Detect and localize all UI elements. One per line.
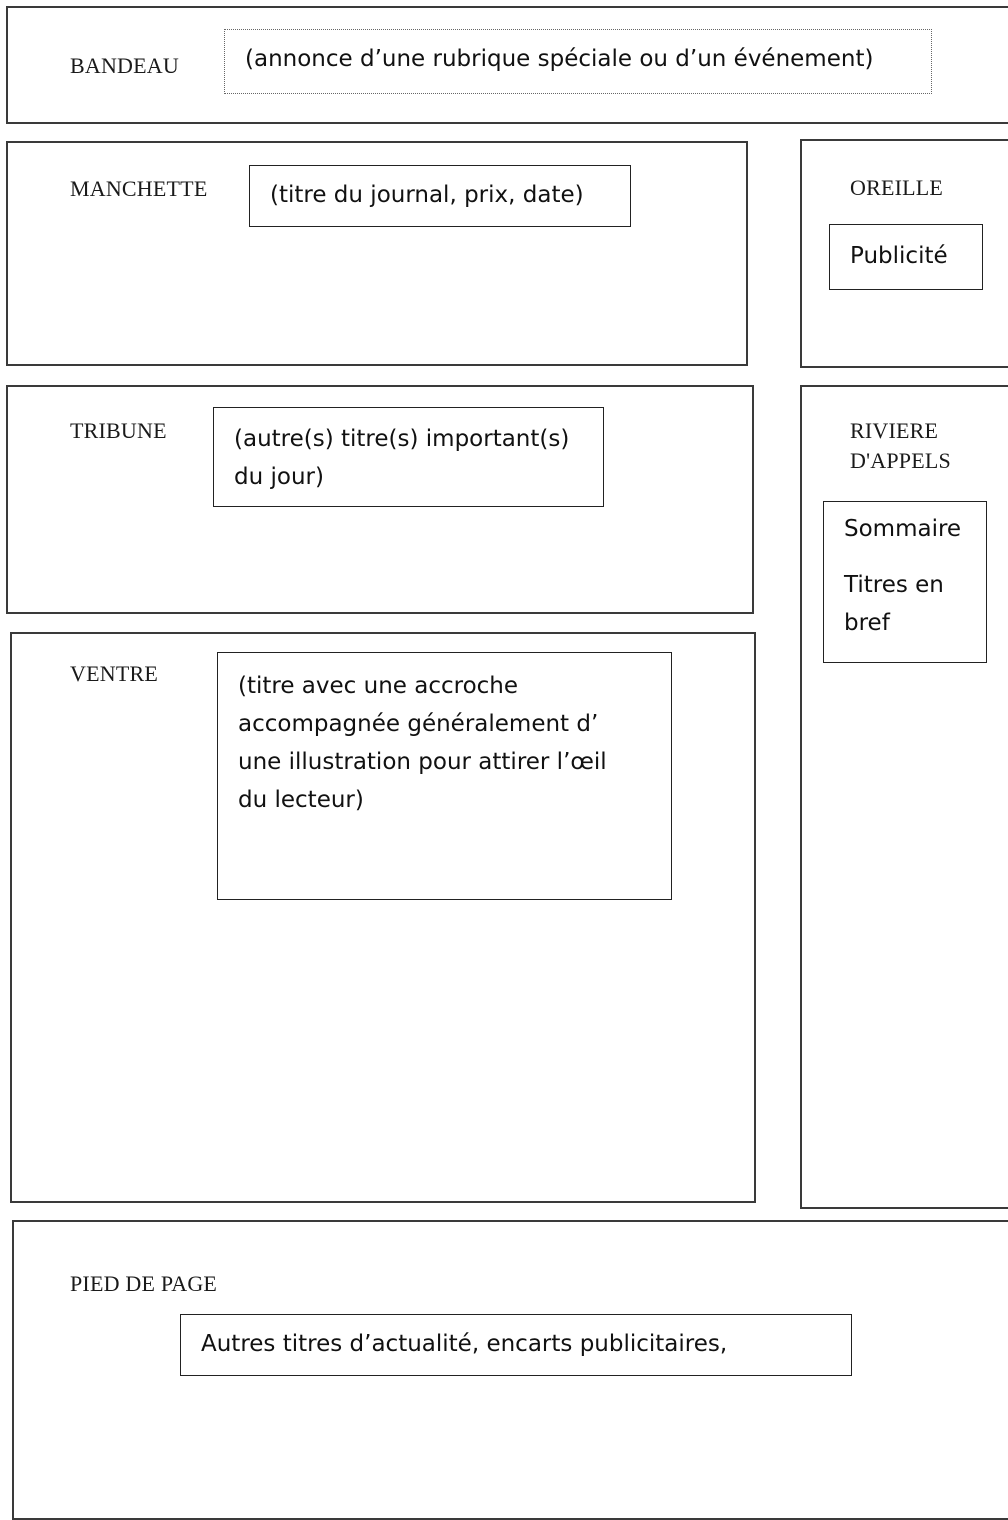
ventre-note-line2: accompagnée généralement d’: [238, 711, 599, 737]
tribune-note: [213, 407, 604, 507]
ventre-note-line1: (titre avec une accroche: [238, 673, 519, 699]
pied-de-page-note: [180, 1314, 852, 1376]
manchette-zone: [6, 141, 748, 366]
pied-de-page-label: PIED DE PAGE: [70, 1271, 218, 1296]
pied-de-page-note-text: Autres titres d’actualité, encarts publicitaires,: [201, 1331, 728, 1357]
ventre-zone: [10, 632, 756, 1203]
manchette-label: MANCHETTE: [70, 176, 208, 201]
riviere-item-sommaire: Sommaire: [844, 516, 962, 542]
tribune-note-line1: (autre(s) titre(s) important(s): [234, 426, 570, 452]
tribune-note-line2: du jour): [234, 464, 324, 490]
ventre-note-line3: une illustration pour attirer l’œil: [238, 749, 607, 775]
manchette-note: [249, 165, 631, 227]
oreille-note: [829, 224, 983, 290]
riviere-note: [823, 501, 987, 663]
riviere-label-line1: RIVIERE: [850, 418, 939, 443]
riviere-item-titres-line2: bref: [844, 610, 890, 636]
pied-de-page-zone: [12, 1220, 1008, 1520]
oreille-note-text: Publicité: [850, 243, 948, 269]
ventre-note: [217, 652, 672, 900]
ventre-label: VENTRE: [70, 661, 158, 686]
ventre-note-line4: du lecteur): [238, 787, 364, 813]
riviere-zone: [800, 385, 1008, 1209]
bandeau-note: [224, 29, 932, 94]
oreille-label: OREILLE: [850, 175, 944, 200]
bandeau-label: BANDEAU: [70, 53, 179, 78]
bandeau-note-text: (annonce d’une rubrique spéciale ou d’un événement): [245, 46, 874, 72]
tribune-label: TRIBUNE: [70, 418, 167, 443]
oreille-zone: [800, 139, 1008, 368]
riviere-label-line2: D'APPELS: [850, 448, 951, 473]
manchette-note-text: (titre du journal, prix, date): [270, 182, 584, 208]
bandeau-zone: [6, 6, 1008, 124]
riviere-item-titres-line1: Titres en: [844, 572, 944, 598]
tribune-zone: [6, 385, 754, 614]
